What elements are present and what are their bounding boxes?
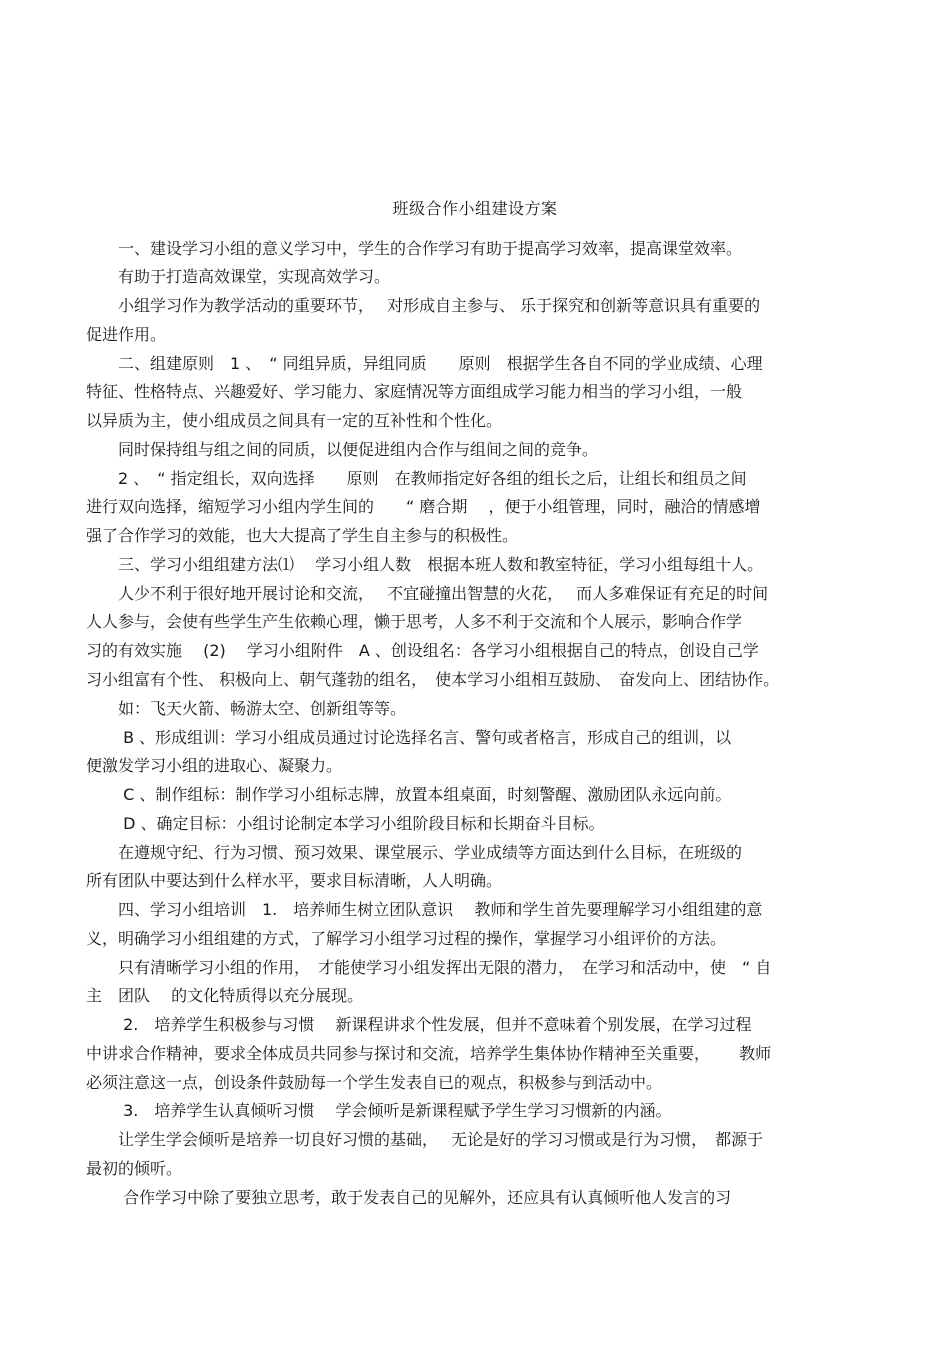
text-line: 主 团队 的文化特质得以充分展现。 — [86, 986, 364, 1005]
text-line: 促进作用。 — [86, 325, 167, 344]
text-line: 所有团队中要达到什么样水平，要求目标清晰，人人明确。 — [86, 871, 503, 890]
text-line: 必须注意这一点，创设条件鼓励每一个学生发表自已的观点，积极参与到活动中。 — [86, 1073, 663, 1092]
text-line: 进行双向选择，缩短学习小组内学生间的 “ 磨合期 ，便于小组管理，同时，融洽的情感增 — [86, 497, 761, 516]
text-line: 如：飞天火箭、畅游太空、创新组等等。 — [86, 699, 407, 718]
text-line: 同时保持组与组之间的同质，以便促进组内合作与组间之间的竞争。 — [86, 440, 599, 459]
text-line: 有助于打造高效课堂，实现高效学习。 — [86, 267, 391, 286]
text-line: 四、学习小组培训 1. 培养师生树立团队意识 教师和学生首先要理解学习小组组建的意 — [86, 900, 763, 919]
text-line: 便激发学习小组的进取心、凝聚力。 — [86, 756, 343, 775]
text-line: 习小组富有个性、 积极向上、朝气蓬勃的组名， 使本学习小组相互鼓励、 奋发向上、团结协作。 — [86, 670, 780, 689]
document-title: 班级合作小组建设方案 — [392, 199, 558, 218]
text-line: 中讲求合作精神，要求全体成员共同参与探讨和交流，培养学生集体协作精神至关重要， 教师 — [86, 1044, 772, 1063]
text-line: 2. 培养学生积极参与习惯 新课程讲求个性发展，但并不意味着个别发展，在学习过程 — [86, 1015, 752, 1034]
text-line: 强了合作学习的效能，也大大提高了学生自主参与的积极性。 — [86, 526, 519, 545]
text-line: 小组学习作为教学活动的重要环节， 对形成自主参与、 乐于探究和创新等意识具有重要的 — [86, 296, 761, 315]
text-line: 3. 培养学生认真倾听习惯 学会倾听是新课程赋予学生学习习惯新的内涵。 — [86, 1101, 672, 1120]
text-line: 2 、 “ 指定组长，双向选择 原则 在教师指定好各组的组长之后，让组长和组员之间 — [86, 469, 747, 488]
text-line: B 、形成组训：学习小组成员通过讨论选择名言、警句或者格言，形成自己的组训，以 — [86, 728, 732, 747]
text-line: 合作学习中除了要独立思考，敢于发表自己的见解外，还应具有认真倾听他人发言的习 — [86, 1188, 732, 1207]
text-line: 只有清晰学习小组的作用， 才能使学习小组发挥出无限的潜力， 在学习和活动中，使 “ 自 — [86, 958, 772, 977]
text-line: 一、建设学习小组的意义学习中，学生的合作学习有助于提高学习效率，提高课堂效率。 — [86, 239, 743, 258]
text-line: 让学生学会倾听是培养一切良好习惯的基础， 无论是好的学习习惯或是行为习惯， 都源于 — [86, 1130, 764, 1149]
text-line: 以异质为主，使小组成员之间具有一定的互补性和个性化。 — [86, 411, 503, 430]
text-line: 三、学习小组组建方法⑴ 学习小组人数 根据本班人数和教室特征，学习小组每组十人。 — [86, 555, 764, 574]
text-line: 习的有效实施 (2) 学习小组附件 A 、创设组名：各学习小组根据自己的特点，创设自己学 — [86, 641, 759, 660]
text-line: 二、组建原则 1 、 “ 同组异质，异组同质 原则 根据学生各自不同的学业成绩、心理 — [86, 354, 763, 373]
text-line: 人少不利于很好地开展讨论和交流， 不宜碰撞出智慧的火花， 而人多难保证有充足的时间 — [86, 584, 769, 603]
text-line: 在遵规守纪、行为习惯、预习效果、课堂展示、学业成绩等方面达到什么目标，在班级的 — [86, 843, 743, 862]
text-line: 义，明确学习小组组建的方式，了解学习小组学习过程的操作，掌握学习小组评价的方法。 — [86, 929, 727, 948]
text-line: C 、制作组标：制作学习小组标志牌，放置本组桌面，时刻警醒、激励团队永远向前。 — [86, 785, 732, 804]
text-line: 特征、性格特点、兴趣爱好、学习能力、家庭情况等方面组成学习能力相当的学习小组，一般 — [86, 382, 743, 401]
text-line: 最初的倾听。 — [86, 1159, 183, 1178]
text-line: D 、确定目标：小组讨论制定本学习小组阶段目标和长期奋斗目标。 — [86, 814, 605, 833]
text-line: 人人参与，会使有些学生产生依赖心理，懒于思考，人多不利于交流和个人展示，影响合作学 — [86, 612, 743, 631]
